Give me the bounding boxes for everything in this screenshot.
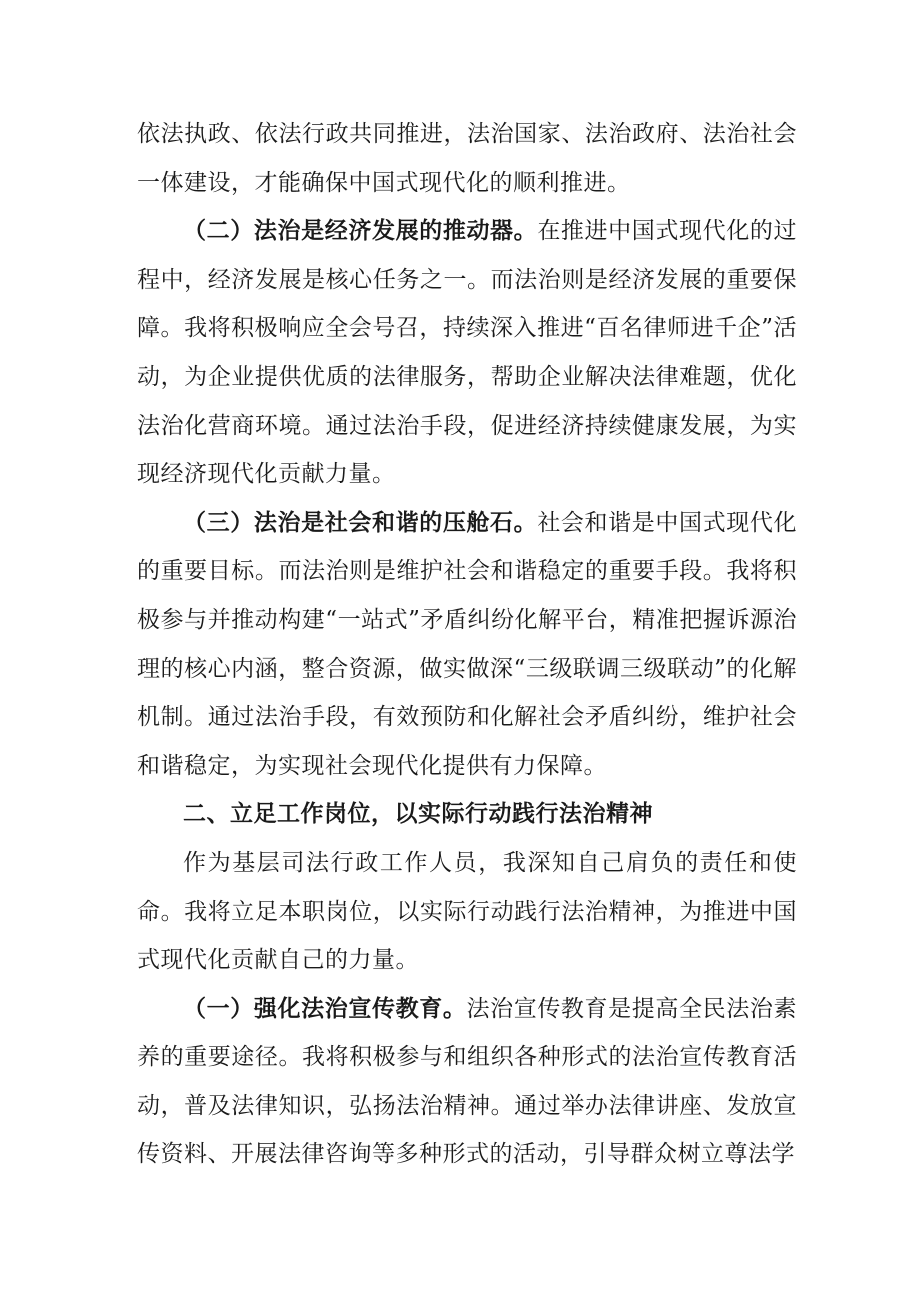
paragraph-text: 法治宣传教育是提高全民法治素养的重要途径。我将积极参与和组织各种形式的法治宣传教育活动，普及法律知识，弘扬法治精神。通过举办法律讲座、发放宣传资料、开展法律咨询等多种形式的活动，引导群众树立尊法学 bbox=[137, 995, 798, 1168]
paragraph-continuation bbox=[137, 110, 797, 207]
section-intro bbox=[137, 839, 797, 985]
paragraph-economy bbox=[137, 207, 797, 499]
document-body bbox=[137, 110, 797, 1179]
paragraph-publicity bbox=[137, 985, 797, 1179]
paragraph-text: 作为基层司法行政工作人员，我深知自己肩负的责任和使命。我将立足本职岗位，以实际行动践行法治精神，为推进中国式现代化贡献自己的力量。 bbox=[137, 849, 797, 974]
paragraph-lead: （三）法治是社会和谐的压舱石。 bbox=[183, 508, 538, 536]
section-heading: 二、立足工作岗位，以实际行动践行法治精神 bbox=[183, 800, 653, 828]
paragraph-society bbox=[137, 499, 797, 791]
paragraph-text: 在推进中国式现代化的过程中，经济发展是核心任务之一。而法治则是经济发展的重要保障。我将积极响应全会号召，持续深入推进“百名律师进千企”活动，为企业提供优质的法律服务，帮助企业解决法律难题，优化法治化营商环境。通过法治手段，促进经济持续健康发展，为实现经济现代化贡献力量。 bbox=[137, 218, 798, 488]
paragraph-text: 社会和谐是中国式现代化的重要目标。而法治则是维护社会和谐稳定的重要手段。我将积极参与并推动构建“一站式”矛盾纠纷化解平台，精准把握诉源治理的核心内涵，整合资源，做实做深“三级联调三级联动”的化解机制。通过法治手段，有效预防和化解社会矛盾纠纷，维护社会和谐稳定，为实现社会现代化提供有力保障。 bbox=[137, 509, 798, 779]
paragraph-lead: （二）法治是经济发展的推动器。 bbox=[183, 217, 538, 245]
paragraph-lead: （一）强化法治宣传教育。 bbox=[183, 994, 467, 1022]
paragraph-text: 依法执政、依法行政共同推进，法治国家、法治政府、法治社会一体建设，才能确保中国式现代化的顺利推进。 bbox=[137, 121, 797, 196]
